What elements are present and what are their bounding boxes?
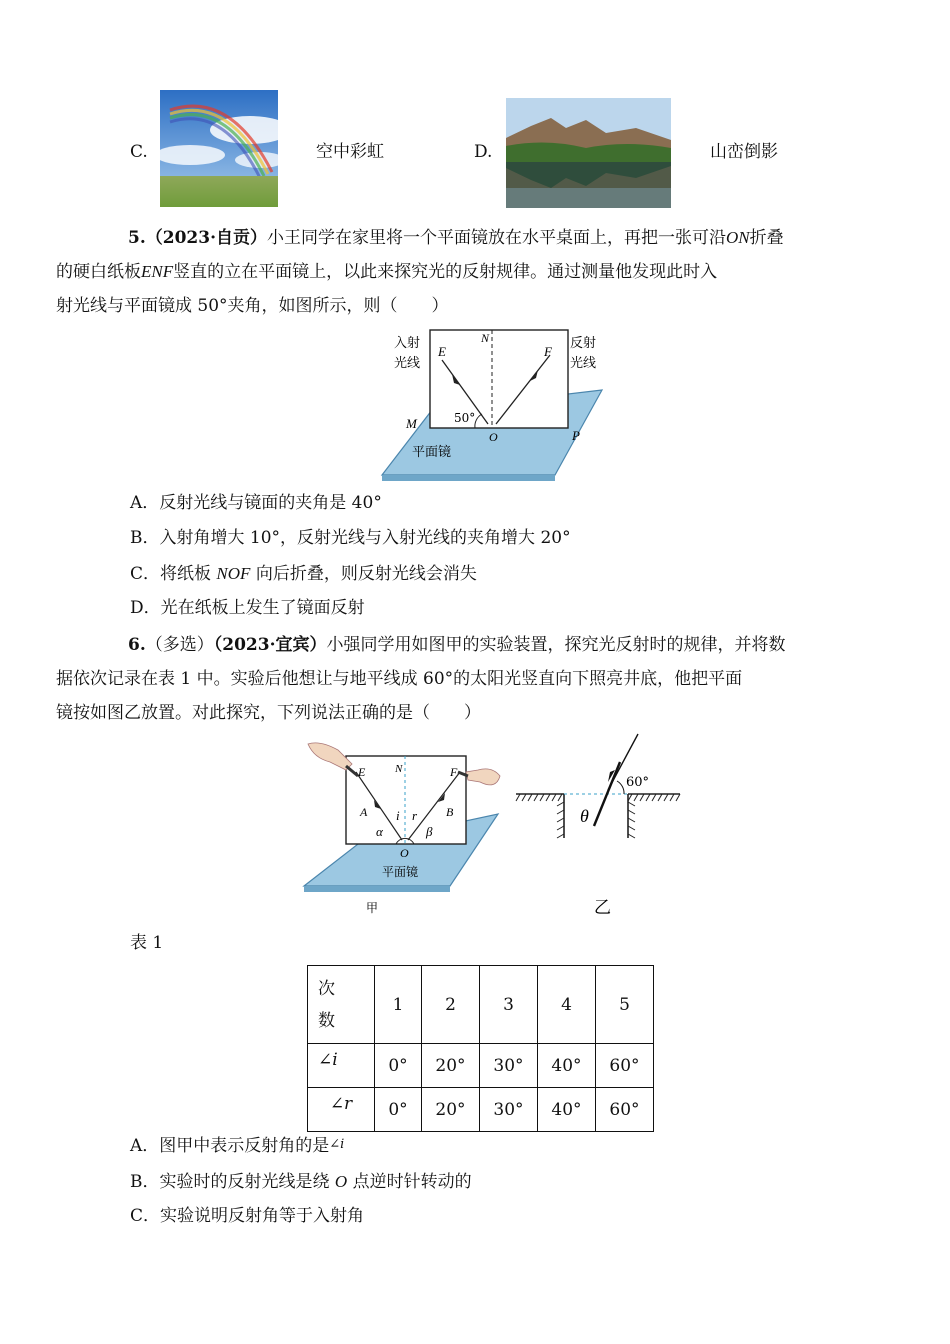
q5-label-p: P <box>572 428 580 443</box>
q6-stem-3: 镜按如图乙放置。对此探究，下列说法正确的是（ ） <box>56 703 481 723</box>
jia-label-beta: β <box>426 824 433 839</box>
q6-stem-1: 小强同学用如图甲的实验装置，探究光反射时的规律，并将数 <box>326 635 786 655</box>
q5-stem-5: 射光线与平面镜成 50°夹角，如图所示，则（ ） <box>56 296 449 316</box>
q5-incident-label-1: 入射 <box>394 336 421 351</box>
yi-theta-label: θ <box>580 806 589 826</box>
q5-incident-label-2: 光线 <box>394 356 421 371</box>
q5-label-o: O <box>489 430 498 444</box>
q6-option-b[interactable]: B．实验时的反射光线是绕 O 点逆时针转动的 <box>130 1172 472 1192</box>
jia-label-i: i <box>396 808 400 823</box>
q6-figure-jia <box>300 736 505 918</box>
trial-cell: 3 <box>480 966 538 1044</box>
hand-right-icon <box>466 769 500 785</box>
rainbow-image <box>160 90 278 207</box>
q5-reflected-label-2: 光线 <box>570 356 597 371</box>
value-cell: 30° <box>480 1044 538 1088</box>
mountain-reflection-image <box>506 98 671 208</box>
value-cell: 20° <box>422 1088 480 1132</box>
q5-option-d[interactable]: D．光在纸板上发生了镜面反射 <box>130 598 365 618</box>
jia-label-n: N <box>395 763 403 775</box>
option-d-text: 山峦倒影 <box>710 142 778 162</box>
value-cell: 0° <box>375 1088 422 1132</box>
q5-var-on: ON <box>725 228 750 247</box>
jia-label-e: E <box>358 765 366 779</box>
value-cell: 40° <box>538 1044 596 1088</box>
jia-label-alpha: α <box>376 824 383 839</box>
option-d-letter: D. <box>474 142 493 162</box>
jia-label-o: O <box>400 846 409 860</box>
trial-cell: 2 <box>422 966 480 1044</box>
q5-source: （2023·自贡） <box>145 228 267 248</box>
q5-stem-3: 的硬白纸板 <box>56 262 141 282</box>
data-table <box>307 965 654 1132</box>
q6-source: （2023·宜宾） <box>213 635 327 655</box>
q6-stem <box>56 628 862 730</box>
q5-label-n: N <box>481 331 490 345</box>
q6-number: 6. <box>128 635 146 655</box>
q5-option-a[interactable]: A．反射光线与镜面的夹角是 40° <box>130 493 382 513</box>
table-row <box>308 1088 654 1132</box>
jia-label-b: B <box>446 805 454 819</box>
yi-mirror <box>594 762 620 826</box>
row-label-cell: ∠r <box>308 1088 375 1132</box>
yi-angle-label: 60° <box>626 775 650 790</box>
q5-number: 5. <box>128 228 146 248</box>
table-row <box>308 1044 654 1088</box>
value-cell: 30° <box>480 1088 538 1132</box>
option-c-letter: C. <box>130 142 148 162</box>
table-header-row <box>308 966 654 1044</box>
q5-stem <box>56 221 862 323</box>
q5-option-c[interactable]: C．将纸板 NOF 向后折叠，则反射光线会消失 <box>130 564 477 584</box>
q5-var-enf: ENF <box>141 262 174 281</box>
value-cell: 60° <box>596 1044 654 1088</box>
yi-caption: 乙 <box>594 898 611 918</box>
option-c-text: 空中彩虹 <box>316 142 384 162</box>
jia-caption: 甲 <box>366 901 379 915</box>
q6-option-a[interactable]: A．图甲中表示反射角的是∠i <box>130 1136 345 1156</box>
q6-option-c[interactable]: C．实验说明反射角等于入射角 <box>130 1206 365 1226</box>
trial-cell: 1 <box>375 966 422 1044</box>
q5-reflected-label-1: 反射 <box>570 336 597 351</box>
table-title: 表 1 <box>130 933 164 953</box>
q6-tag: （多选） <box>145 635 214 655</box>
q6-stem-2: 据依次记录在表 1 中。实验后他想让与地平线成 60°的太阳光竖直向下照亮井底，他把平面 <box>56 669 743 689</box>
jia-label-f: F <box>450 765 458 779</box>
q5-angle-label: 50° <box>454 411 476 425</box>
trial-cell: 5 <box>596 966 654 1044</box>
q5-stem-2: 折叠 <box>749 228 784 248</box>
jia-mirror-label: 平面镜 <box>382 865 419 879</box>
q5-label-f: F <box>544 344 552 359</box>
q6-figure-yi <box>512 728 687 920</box>
q5-label-m: M <box>406 416 417 431</box>
q5-stem-1: 小王同学在家里将一个平面镜放在水平桌面上，再把一张可沿 <box>266 228 726 248</box>
row-label-cell: ∠i <box>308 1044 375 1088</box>
q5-mirror-label: 平面镜 <box>412 445 452 460</box>
value-cell: 0° <box>375 1044 422 1088</box>
jia-label-a: A <box>360 805 368 819</box>
q5-option-b[interactable]: B．入射角增大 10°，反射光线与入射光线的夹角增大 20° <box>130 528 571 548</box>
value-cell: 40° <box>538 1088 596 1132</box>
jia-label-r: r <box>412 808 418 823</box>
q5-label-e: E <box>438 344 446 359</box>
q5-stem-4: 竖直的立在平面镜上，以此来探究光的反射规律。通过测量他发现此时入 <box>173 262 718 282</box>
q5-figure <box>380 325 610 483</box>
value-cell: 60° <box>596 1088 654 1132</box>
header-label-cell: 次数 <box>308 966 375 1044</box>
value-cell: 20° <box>422 1044 480 1088</box>
trial-cell: 4 <box>538 966 596 1044</box>
